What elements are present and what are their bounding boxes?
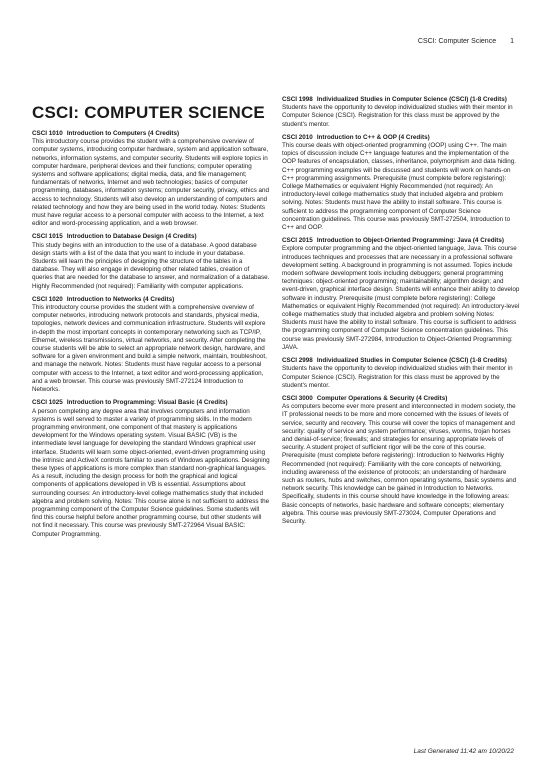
course-title: Introduction to Object-Oriented Programming: Java (4 Credits)	[316, 237, 504, 245]
footer-generated: Last Generated 11:42 am 10/20/22	[413, 748, 514, 755]
course-heading	[32, 296, 270, 304]
left-course-list	[32, 130, 270, 539]
course-entry	[282, 96, 520, 129]
course-entry	[282, 134, 520, 232]
course-heading	[282, 96, 520, 104]
course-title: Introduction to C++ & OOP (4 Credits)	[316, 133, 430, 141]
page-number: 1	[510, 38, 514, 45]
course-title: Individualized Studies in Computer Science (CSCI) (1-8 Credits)	[316, 96, 507, 103]
course-code: CSCI 2010	[282, 133, 313, 141]
course-entry	[32, 130, 270, 228]
course-entry	[282, 237, 520, 352]
right-column	[282, 96, 520, 544]
course-description: Explore computer programming and the object-oriented language, Java. This course introduces techniques and processes that are necessary in a professional software development setting. A background in programming is not assumed. Topics include modern software development tools including debuggers; general programming techniques: object-oriented programming; maintainability; algorithm design; and event-driven, graphical interface design. Students will enhance their ability to develop software in industry. Prerequisite (must complete before registering): College Mathematics or equivalent Highly Recommended (not required): An introductory-level college mathematics study that included algebra and problem solving Notes: Students must have the ability to install software. This course is sufficient to address the programming component of Computer Science concentration guidelines. This course was previously SMT-272984, Introduction to Object-Oriented Programming: JAVA.	[282, 245, 520, 351]
course-heading	[282, 237, 520, 245]
course-description: This introductory course provides the student with a comprehensive overview of computer networks, introducing network protocols and standards, physical media, topologies, network devices and communication infrastructure. Students will explore in-depth the most important concepts in contemporary networking such as TCP/IP, Ethernet, wireless transmissions, virtual networks, and security. After completing the course students will be able to select an appropriate network design, hardware, and software for a given environment and build a simple network, maintain, troubleshoot, and manage the network. Notes: Students must have regular access to a personal computer with access to the Internet, a text editor and word-processing application, and a web browser. This course was previously SMT-272124 Introduction to Networks.	[32, 304, 267, 394]
course-entry	[282, 395, 520, 526]
course-description: A person completing any degree area that involves computers and information systems is well served to master a variety of programming skills. In the modern programming environment, one component of that mastery is applications development for the Windows operating system. Visual BASIC (VB) is the intermediate level language for developing the standard Windows graphical user interface. Students will learn some object-oriented, event-driven programming using the intrinsic and ActiveX controls familiar to users of Windows applications. Designing these types of applications is more complex than standard non-graphical languages. As a result, including the design process for both the graphical and logical components of applications developed in VB is essential. Assumptions about surrounding courses: An introductory-level college mathematics study that included algebra and problem solving. Notes: This course alone is not sufficient to address the programming component of the Computer Science guidelines. Some students will find this course helpful before another programming course, but other students will not find it necessary. This course was previously SMT-272964 Visual BASIC: Computer Programming.	[32, 407, 270, 538]
course-heading	[32, 130, 270, 138]
left-column	[32, 96, 270, 544]
course-code: CSCI 1998	[282, 96, 313, 103]
course-heading	[282, 357, 520, 365]
course-title: Introduction to Programming: Visual Basic (4 Credits)	[66, 399, 228, 407]
running-title: CSCI: Computer Science	[417, 38, 497, 45]
course-description: Students have the opportunity to develop individualized studies with their mentor in Computer Science (CSCI). Registration for this class must be approved by the student's mentor.	[282, 104, 513, 128]
content-columns	[32, 96, 520, 544]
course-title: Introduction to Database Design (4 Credits)	[66, 233, 197, 241]
course-description: This introductory course provides the student with a comprehensive overview of computer systems, introducing computer hardware, system and application software, networks, information systems, and computer security. Students will explore topics in computer hardware, peripheral devices and their functions; computer operating systems and software applications; digital media, data, and file management; fundamentals of networks, Internet and web technologies; basics of computer programming, databases, information systems; computer security, privacy, ethics and access to technology. Students will also develop an understanding of computers and related technology and how they are being used in the world today. Notes: Students must have regular access to a personal computer with access to the Internet, a text editor and word-processing application, and a web browser.	[32, 138, 270, 228]
course-description: Students have the opportunity to develop individualized studies with their mentor in Computer Science (CSCI). Registration for this class must be approved by the student's mentor.	[282, 365, 513, 389]
course-entry	[32, 233, 270, 290]
course-code: CSCI 2998	[282, 357, 313, 365]
course-code: CSCI 3000	[282, 394, 313, 402]
course-heading	[282, 395, 520, 403]
course-title: Introduction to Computers (4 Credits)	[66, 130, 180, 137]
course-description: As computers become ever more present and interconnected in modern society, the IT professional needs to be more and more concerned with the issues of levels of service, security and recovery. This course will cover the topics of management and security: quality of service and system performance; viruses, worms, trojan horses and denial-of-service; firewalls; and strategies for ensuring appropriate levels of security. A student project of sufficient rigor will be the core of this course. Prerequisite (must complete before registering): Introduction to Networks Highly Recommended (not required): Familiarity with the core concepts of networking, including awareness of the existence of protocols; an understanding of hardware such as routers, hubs and switches, common operating systems, basic systems and network security. This knowledge can be gained in Introduction to Networks. Specifically, students in this course should have knowledge in the following areas: Basic concepts of networks, basic hardware and software concepts; elementary algebra. This course was previously SMT-273024, Computer Operations and Security.	[282, 403, 517, 525]
course-heading	[32, 399, 270, 407]
course-description: This course deals with object-oriented programming (OOP) using C++. The main topics of discussion include C++ language features and the implementation of the OOP features of encapsulation, classes, inheritance, polymorphism and data hiding. C++ programming examples will be discussed and students will work on hands-on C++ programming assignments. Prerequisite (must complete before registering): College Mathematics or equivalent Highly Recommended (not required): An introductory-level college mathematics study that included algebra and problem solving. Notes: Students must have the ability to install software. This course is sufficient to address the programming component of Computer Science concentration guidelines. This course was previously SMT-272504, Introduction to C++ and OOP.	[282, 142, 517, 232]
course-heading	[32, 233, 270, 241]
course-heading	[282, 134, 520, 142]
course-entry	[32, 399, 270, 538]
course-code: CSCI 1015	[32, 233, 63, 241]
right-course-list	[282, 96, 520, 526]
course-entry	[282, 357, 520, 390]
course-code: CSCI 1010	[32, 130, 63, 137]
course-title: Computer Operations & Security (4 Credits)	[316, 394, 448, 402]
course-title: Individualized Studies in Computer Science (CSCI) (1-8 Credits)	[316, 357, 507, 365]
course-entry	[32, 296, 270, 394]
course-title: Introduction to Networks (4 Credits)	[66, 295, 175, 303]
course-description: This study begins with an introduction to the use of a database. A good database design starts with a list of the data that you want to include in your database. Students will learn the principles of designing the structure of the tables in a database. They will also engage in developing other related tables, creation of queries that are needed for the database to answer, and normalization of a database. Highly Recommended (not required): Familiarity with computer applications.	[32, 241, 270, 290]
course-code: CSCI 1020	[32, 295, 63, 303]
course-code: CSCI 2015	[282, 237, 313, 245]
course-code: CSCI 1025	[32, 399, 63, 407]
running-header	[418, 38, 514, 45]
document-title: CSCI: COMPUTER SCIENCE	[32, 103, 265, 122]
